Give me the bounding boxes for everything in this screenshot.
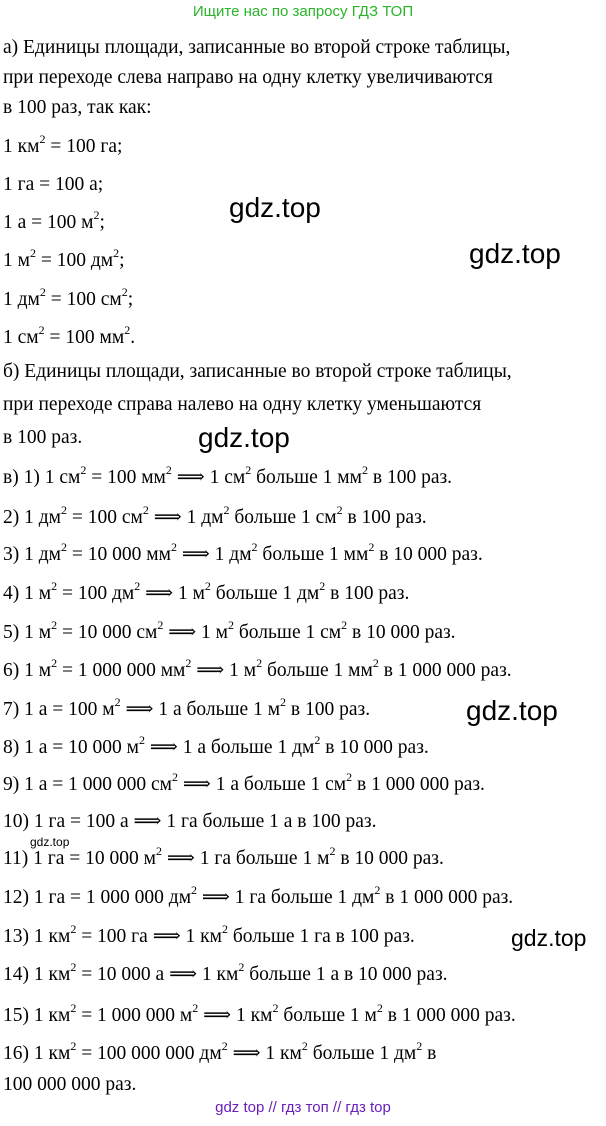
comparison-line: 7) 1 а = 100 $м^2$ ⟹ 1 а больше 1 $м^2$ в 100 раз.: [3, 694, 371, 720]
comparison-line: 15) 1 $км^2 = 1$ 000 000 $м^2$ ⟹ 1 $км^2$ больше 1 $м^2$ в 1 000 000 раз.: [3, 1000, 516, 1026]
part-b-line: при переходе справа налево на одну клетку уменьшаются: [3, 394, 482, 415]
comparison-line: 2) 1 $дм^2 = 100$ $см^2$ ⟹ 1 $дм^2$ больше 1 $см^2$ в 100 раз.: [3, 502, 427, 528]
watermark: gdz.top: [466, 695, 558, 726]
equality-line: 1 а = 100 $м^2$;: [3, 207, 105, 233]
comparison-line: 8) 1 а = 10 000 $м^2$ ⟹ 1 а больше 1 $дм^2$ в 10 000 раз.: [3, 732, 429, 758]
comparison-line: 100 000 000 раз.: [3, 1074, 137, 1095]
comparison-line: 12) 1 га = 1 000 000 $дм^2$ ⟹ 1 га больше 1 $дм^2$ в 1 000 000 раз.: [3, 882, 514, 908]
equality-line: 1 га = 100 а;: [3, 174, 104, 195]
comparison-line: 16) 1 $км^2 = 100$ 000 000 $дм^2$ ⟹ 1 $км^2$ больше 1 $дм^2$ в: [3, 1038, 437, 1064]
comparison-line: 11) 1 га = 10 000 $м^2$ ⟹ 1 га больше 1 $м^2$ в 10 000 раз.: [3, 843, 444, 869]
comparison-line: 3) 1 $дм^2 = 10$ 000 $мм^2$ ⟹ 1 $дм^2$ больше 1 $мм^2$ в 10 000 раз.: [3, 539, 483, 565]
watermark: gdz.top: [229, 192, 321, 223]
equality-line: 1 $м^2 = 100$ $дм^2$;: [3, 245, 125, 271]
part-a-line: а) Единицы площади, записанные во второй строке таблицы,: [3, 37, 511, 58]
equality-line: 1 $см^2 = 100$ $мм^2$.: [3, 322, 136, 348]
watermark: gdz.top: [30, 835, 70, 849]
comparison-line: 14) 1 $км^2 = 10$ 000 а ⟹ 1 $км^2$ больше 1 а в 10 000 раз.: [3, 959, 448, 985]
part-b-line: б) Единицы площади, записанные во второй строке таблицы,: [3, 361, 512, 382]
comparison-line: 6) 1 $м^2 = 1$ 000 000 $мм^2$ ⟹ 1 $м^2$ больше 1 $мм^2$ в 1 000 000 раз.: [3, 655, 512, 681]
watermark: gdz.top: [511, 925, 587, 951]
watermark: gdz.top: [469, 238, 561, 269]
part-b-line: в 100 раз.: [3, 427, 83, 448]
comparison-line: 13) 1 $км^2 = 100$ га ⟹ 1 $км^2$ больше 1 га в 100 раз.: [3, 921, 415, 947]
comparison-line: в) 1) 1 $см^2 = 100$ $мм^2$ ⟹ 1 $см^2$ больше 1 $мм^2$ в 100 раз.: [3, 462, 453, 488]
comparison-line: 5) 1 $м^2 = 10$ 000 $см^2$ ⟹ 1 $м^2$ больше 1 $см^2$ в 10 000 раз.: [3, 617, 456, 643]
search-banner[interactable]: Ищите нас по запросу ГДЗ ТОП: [192, 3, 414, 20]
equality-line: 1 $км^2 = 100$ га;: [3, 131, 123, 157]
comparison-line: 9) 1 а = 1 000 000 $см^2$ ⟹ 1 а больше 1 $см^2$ в 1 000 000 раз.: [3, 769, 485, 795]
footer-links[interactable]: gdz top // гдз топ // гдз top: [215, 1099, 391, 1116]
part-a-line: при переходе слева направо на одну клетку увеличиваются: [3, 67, 493, 88]
equality-line: 1 $дм^2 = 100$ $см^2$;: [3, 284, 134, 310]
watermark: gdz.top: [198, 422, 290, 453]
comparison-line: 4) 1 $м^2 = 100$ $дм^2$ ⟹ 1 $м^2$ больше 1 $дм^2$ в 100 раз.: [3, 578, 410, 604]
comparison-line: 10) 1 га = 100 а ⟹ 1 га больше 1 а в 100 раз.: [3, 811, 377, 832]
part-a-line: в 100 раз, так как:: [3, 97, 152, 118]
